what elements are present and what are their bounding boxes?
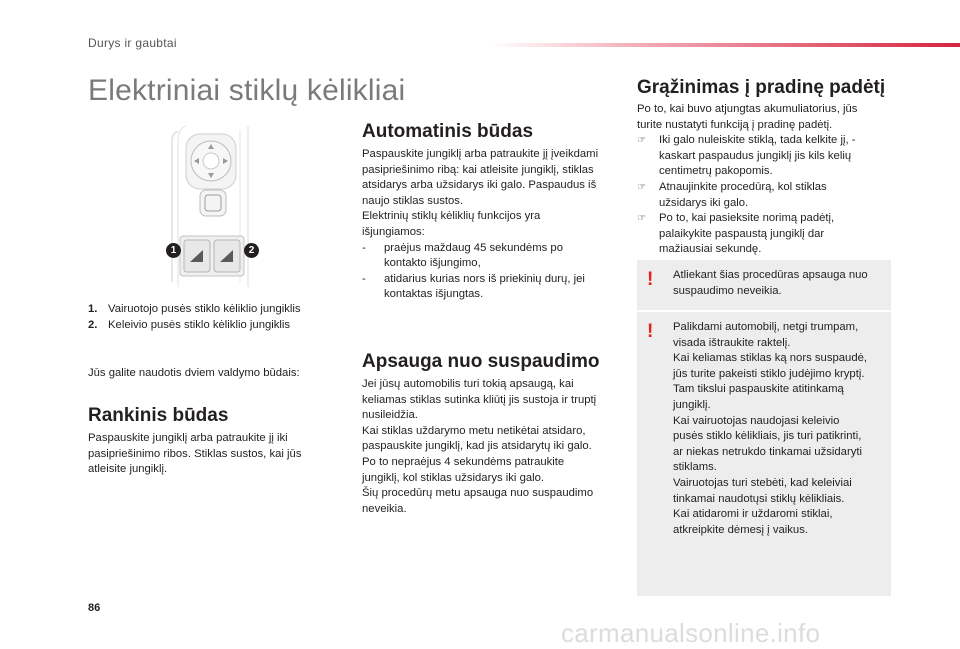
list-item: ☞ Iki galo nuleiskite stiklą, tada kelkite jį, - kaskart paspaudus jungiklį jis kils kelių centimetrų pakopomis.: [637, 134, 856, 178]
caption-item: 2. Keleivio pusės stiklo kėliklio jungiklis: [88, 318, 291, 331]
callout-marker-1: 1: [166, 243, 181, 258]
reset-heading: Grąžinimas į pradinę padėtį: [637, 77, 886, 98]
auto-heading: Automatinis būdas: [362, 121, 534, 142]
arrow-bullet-icon: ☞: [637, 135, 646, 147]
warning-icon: !: [647, 321, 654, 342]
watermark: carmanualsonline.info: [561, 618, 821, 648]
list-item: - praėjus maždaug 45 sekundėms po kontakto išjungimo,: [362, 241, 563, 270]
warning-text: Palikdami automobilį, netgi trumpam, visada ištraukite raktelį. Kai keliamas stiklas ką nors suspaudė, jūs turite pakeisti stiklo judėjimo kryptį. Tam tikslui paspauskite atitinkamą jungiklį. Kai vairuotojas naudojasi keleivio pusės stiklo kėlikliais, jis turi patikrinti, ar niekas netrukdo tinkamai užsidaryti stiklams. Vairuotojas turi stebėti, kad keleiviai tinkamai naudotųsi stiklų kėlikliais. Kai atidaromi ir uždaromi stiklai, atkreipkite dėmesį į vaikus.: [673, 321, 868, 536]
arrow-bullet-icon: ☞: [637, 213, 646, 225]
callout-marker-2: 2: [244, 243, 259, 258]
list-item: ☞ Atnaujinkite procedūrą, kol stiklas užsidarys iki galo.: [637, 180, 827, 209]
pinch-heading: Apsauga nuo suspaudimo: [362, 351, 600, 372]
page-title: Elektriniai stiklų kėlikliai: [88, 74, 406, 107]
section-title: Durys ir gaubtai: [88, 36, 177, 50]
manual-text: Paspauskite jungiklį arba patraukite jį iki pasipriešinimo ribos. Stiklas sustos, kai jūs atleisite jungiklį.: [88, 432, 302, 476]
figure-captions: [88, 302, 348, 333]
warning-box: [637, 312, 891, 596]
manual-heading: Rankinis būdas: [88, 405, 229, 426]
auto-text: Paspauskite jungiklį arba patraukite jį įveikdami pasipriešinimo ribą: kai atleisite jungiklį, stiklas atsidarys arba užsidarys iki galo. Paspaudus iš naujo stiklas sustos. Elektrinių stiklų kėliklių funkcijos yra išjungiamos: - praėjus maždaug 45 sekundėms po kontakto išjungimo, - atidarius kurias nors iš priekinių durų, jei kontaktas išjungtas.: [362, 147, 627, 303]
pinch-text: Jei jūsų automobilis turi tokią apsaugą, kai keliamas stiklas sutinka kliūtį jis sustoja ir truptį nusileidžia. Kai stiklas uždarymo metu netikėtai atsidaro, paspauskite jungiklį, kad jis atsidarytų iki galo. Po to nepraėjus 4 sekundėms patraukite jungiklį, kol stiklas užsidarys iki galo. Šių procedūrų metu apsauga nuo suspaudimo neveikia.: [362, 378, 597, 515]
warning-text: Atliekant šias procedūras apsauga nuo suspaudimo neveikia.: [673, 269, 868, 297]
list-item: - atidarius kurias nors iš priekinių durų, jei kontaktas išjungtas.: [362, 272, 585, 301]
list-item: ☞ Po to, kai pasieksite norimą padėtį, palaikykite paspaustą jungiklį dar mažiausiai sekundę.: [637, 212, 835, 256]
page-number: 86: [88, 602, 101, 614]
reset-text: Po to, kai buvo atjungtas akumuliatorius, jūs turite nustatyti funkciją į pradinę padėtį. ☞ Iki galo nuleiskite stiklą, tada kelkite jį, - kaskart paspaudus jungiklį jis kils kelių centimetrų pakopomis. ☞ Atnaujinkite procedūrą, kol stiklas užsidarys iki galo. ☞ Po to, kai pasieksite norimą padėtį, palaikykite paspaustą jungiklį dar mažiausiai sekundę.: [637, 102, 902, 258]
caption-item: 1. Vairuotojo pusės stiklo kėliklio jungiklis: [88, 303, 301, 315]
window-switch-illustration: [160, 122, 270, 292]
warning-box: [637, 260, 891, 310]
warning-icon: !: [647, 269, 654, 290]
intro-text: Jūs galite naudotis dviem valdymo būdais:: [88, 367, 300, 379]
header-accent-bar: [490, 43, 960, 47]
arrow-bullet-icon: ☞: [637, 181, 646, 193]
